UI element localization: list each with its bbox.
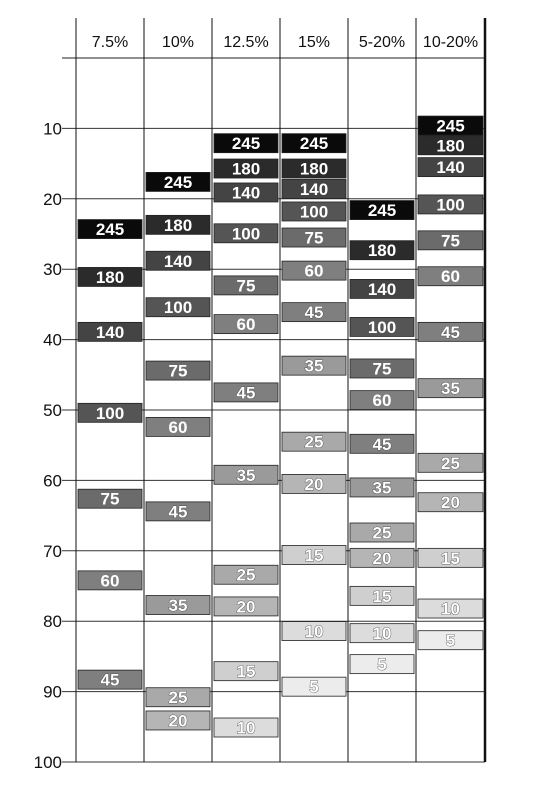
band-label: 20 [441, 493, 460, 513]
band-label: 100 [299, 202, 329, 222]
y-tick-label: 100 [33, 753, 62, 772]
column-header: 10-20% [422, 34, 479, 51]
band-label: 140 [299, 179, 329, 199]
y-tick-label: 70 [43, 541, 62, 561]
band-label: 15 [372, 586, 392, 606]
column-header: 5-20% [358, 34, 406, 51]
y-axis [34, 119, 62, 772]
band-label: 5 [445, 631, 456, 651]
band-label: 25 [168, 688, 188, 708]
band-label: 45 [100, 670, 120, 690]
band-label: 180 [436, 136, 465, 156]
band-label: 5 [377, 655, 387, 675]
band-label: 75 [100, 489, 120, 509]
band-label: 45 [441, 322, 460, 342]
band-label: 75 [236, 276, 256, 296]
band-label: 35 [304, 356, 324, 376]
band-label: 60 [441, 267, 460, 287]
y-tick-label: 10 [43, 119, 62, 139]
y-tick-label: 80 [43, 612, 62, 632]
band-label: 60 [236, 315, 256, 335]
band-label: 60 [372, 391, 392, 411]
band-label: 180 [299, 159, 329, 179]
band-label: 10 [236, 718, 256, 738]
band-label: 75 [372, 359, 392, 379]
band-label: 25 [441, 453, 460, 473]
band-label: 180 [367, 241, 397, 261]
band-label: 140 [436, 158, 465, 178]
band-label: 180 [163, 215, 193, 235]
band-label: 60 [304, 261, 324, 281]
band-label: 45 [304, 303, 324, 323]
band-label: 245 [299, 134, 329, 154]
band-label: 140 [367, 279, 397, 299]
band-label: 140 [95, 322, 125, 342]
band-label: 25 [236, 565, 256, 585]
band-label: 100 [436, 195, 465, 215]
band-label: 15 [304, 546, 324, 566]
band-label: 75 [168, 361, 188, 381]
y-tick-label: 50 [43, 401, 62, 420]
band-label: 10 [372, 624, 392, 644]
band-label: 20 [236, 597, 256, 617]
band-label: 100 [367, 317, 397, 337]
y-tick-label: 40 [43, 330, 62, 350]
y-tick-label: 60 [43, 471, 62, 491]
band-label: 5 [309, 677, 319, 697]
band-label: 35 [168, 596, 188, 616]
column-header: 12.5% [223, 34, 269, 51]
band-label: 75 [441, 231, 460, 251]
column-header: 7.5% [91, 34, 129, 51]
band-label: 20 [168, 711, 188, 731]
band-label: 245 [231, 134, 261, 154]
band-label: 100 [163, 298, 193, 318]
band-label: 60 [168, 417, 188, 437]
band-label: 140 [163, 251, 193, 271]
y-tick-label: 30 [43, 260, 62, 280]
column-headers [92, 34, 478, 51]
y-tick-label: 90 [43, 682, 62, 702]
band-label: 20 [372, 548, 392, 568]
band-label: 25 [304, 432, 324, 452]
band-label: 245 [163, 172, 193, 192]
column-header: 10% [161, 34, 195, 51]
band-label: 10 [441, 599, 460, 619]
band-label: 45 [168, 502, 188, 522]
band-label: 60 [100, 571, 120, 591]
band-label: 100 [95, 403, 125, 423]
band-label: 10 [304, 622, 324, 642]
y-tick-label: 20 [43, 189, 62, 209]
band-label: 45 [236, 383, 256, 403]
band-label: 15 [236, 662, 256, 682]
band-label: 245 [95, 220, 125, 240]
band-label: 140 [231, 183, 261, 203]
column-header: 15% [297, 34, 331, 51]
band-label: 35 [236, 465, 256, 485]
band-label: 100 [231, 224, 261, 244]
band-label: 20 [304, 474, 324, 494]
band-label: 45 [372, 434, 392, 454]
band-label: 15 [441, 548, 460, 568]
band-label: 245 [436, 116, 465, 136]
band-label: 35 [372, 478, 392, 498]
band-label: 245 [367, 201, 397, 221]
band-label: 35 [441, 379, 460, 399]
band-label: 75 [304, 228, 324, 248]
band-label: 25 [372, 523, 392, 543]
band-label: 180 [95, 267, 125, 287]
band-label: 180 [231, 159, 261, 179]
